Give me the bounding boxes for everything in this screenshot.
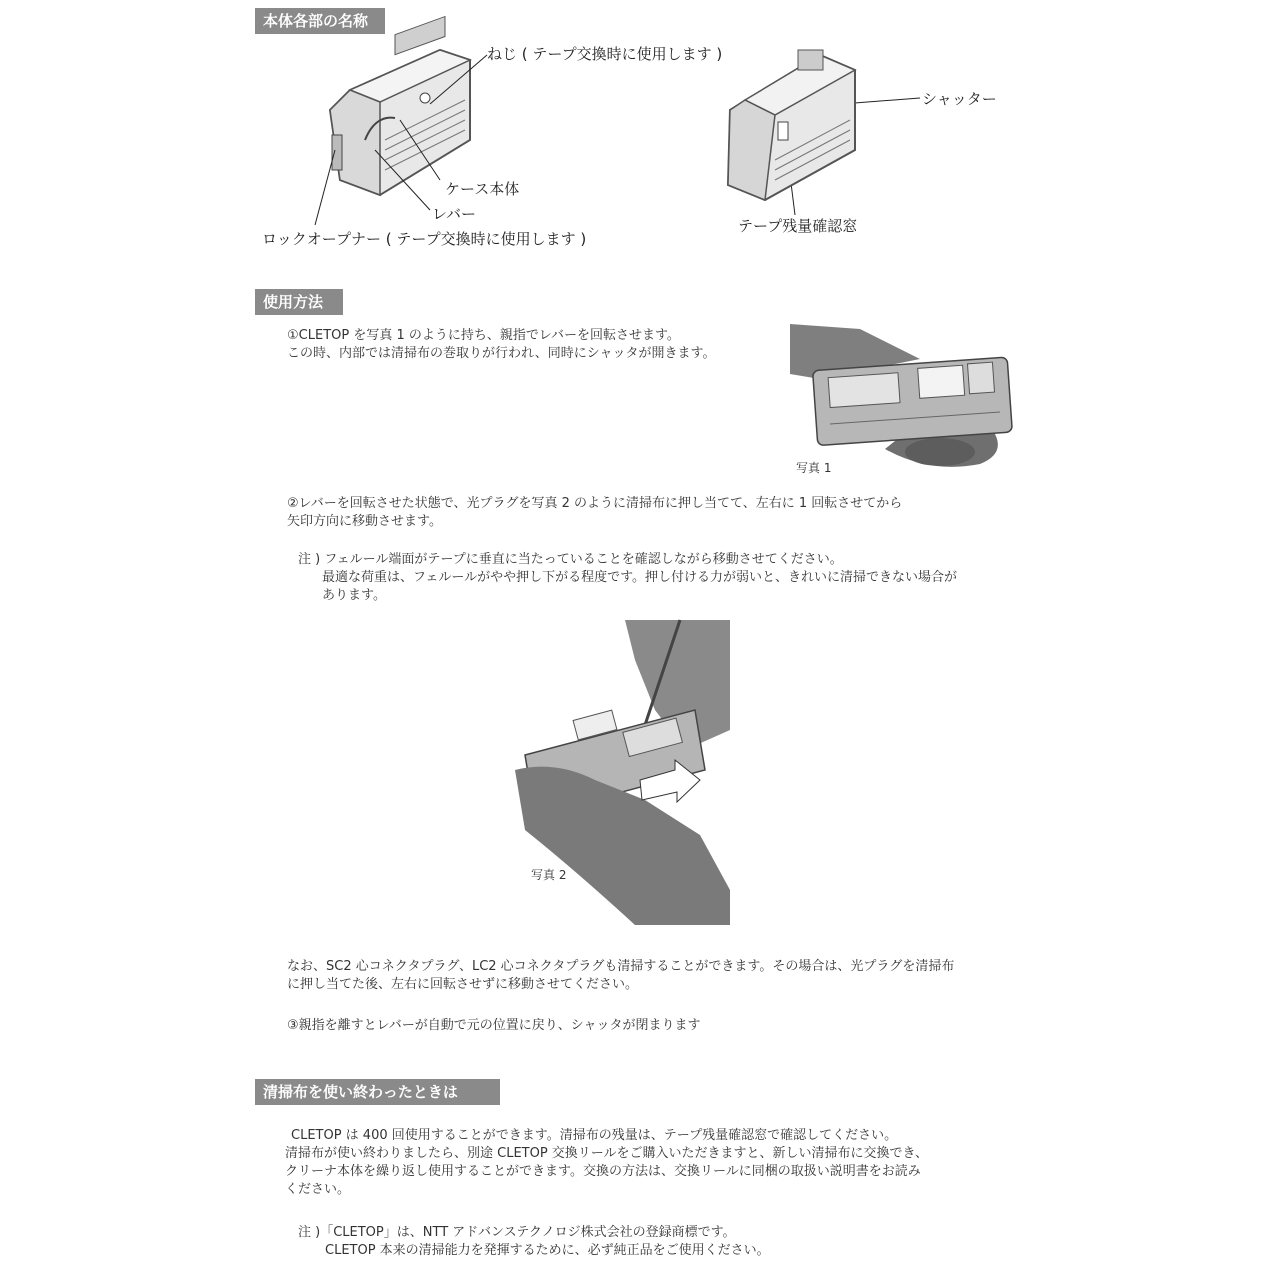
photo-1-image [790, 324, 1020, 474]
step1-line2: この時、内部では清掃布の巻取りが行われ、同時にシャッタが開きます。 [287, 346, 716, 361]
body-line2: 清掃布が使い終わりましたら、別途 CLETOP 交換リールをご購入いただきますと、新しい清掃布に交換でき、 [285, 1146, 929, 1161]
section-header-usage: 使用方法 [255, 289, 343, 315]
step1-line1: ①CLETOP を写真 1 のように持ち、親指でレバーを回転させます。 [287, 328, 680, 343]
leader-lines-left [0, 0, 1280, 260]
note-line3: あります。 [322, 588, 386, 603]
label-case-body: ケース本体 [445, 180, 520, 198]
section-header-part-names: 本体各部の名称 [255, 8, 385, 34]
extra-line2: に押し当てた後、左右に回転させずに移動させてください。 [287, 977, 639, 992]
label-screw: ねじ ( テープ交換時に使用します ) [487, 45, 723, 63]
step2-line1: ②レバーを回転させた状態で、光プラグを写真 2 のように清掃布に押し当てて、左右に 1 回転させてから [287, 496, 903, 511]
note-line2: 最適な荷重は、フェルールがやや押し下がる程度です。押し付ける力が弱いと、きれいに清掃できない場合が [322, 570, 958, 585]
device-back-illustration [720, 40, 870, 210]
body-line4: ください。 [285, 1182, 351, 1197]
extra-line1: なお、SC2 心コネクタプラグ、LC2 心コネクタプラグも清掃することができます。その場合は、光プラグを清掃布 [287, 959, 955, 974]
body-line1: CLETOP は 400 回使用することができます。清掃布の残量は、テープ残量確認窓で確認してください。 [291, 1128, 898, 1143]
section-header-tape-finished: 清掃布を使い終わったときは [255, 1079, 500, 1105]
step3-line: ③親指を離すとレバーが自動で元の位置に戻り、シャッタが閉まります [287, 1018, 701, 1033]
step2-line2: 矢印方向に移動させます。 [287, 514, 442, 529]
label-shutter: シャッター [922, 90, 997, 108]
label-tape-window: テープ残量確認窓 [738, 217, 858, 235]
trademark-note-line2: CLETOP 本来の清掃能力を発揮するために、必ず純正品をご使用ください。 [325, 1243, 770, 1258]
photo-2-caption: 写真 2 [531, 868, 567, 882]
trademark-note-line1: 注 )「CLETOP」は、NTT アドバンステクノロジ株式会社の登録商標です。 [298, 1225, 736, 1240]
photo-1-caption: 写真 1 [796, 461, 832, 475]
label-lever: レバー [432, 205, 476, 223]
label-lock-opener: ロックオープナー ( テープ交換時に使用します ) [262, 230, 587, 248]
note-line1: 注 ) フェルール端面がテープに垂直に当たっていることを確認しながら移動させてください。 [298, 552, 843, 567]
body-line3: クリーナ本体を繰り返し使用することができます。交換の方法は、交換リールに同梱の取扱い説明書をお読み [285, 1164, 921, 1179]
